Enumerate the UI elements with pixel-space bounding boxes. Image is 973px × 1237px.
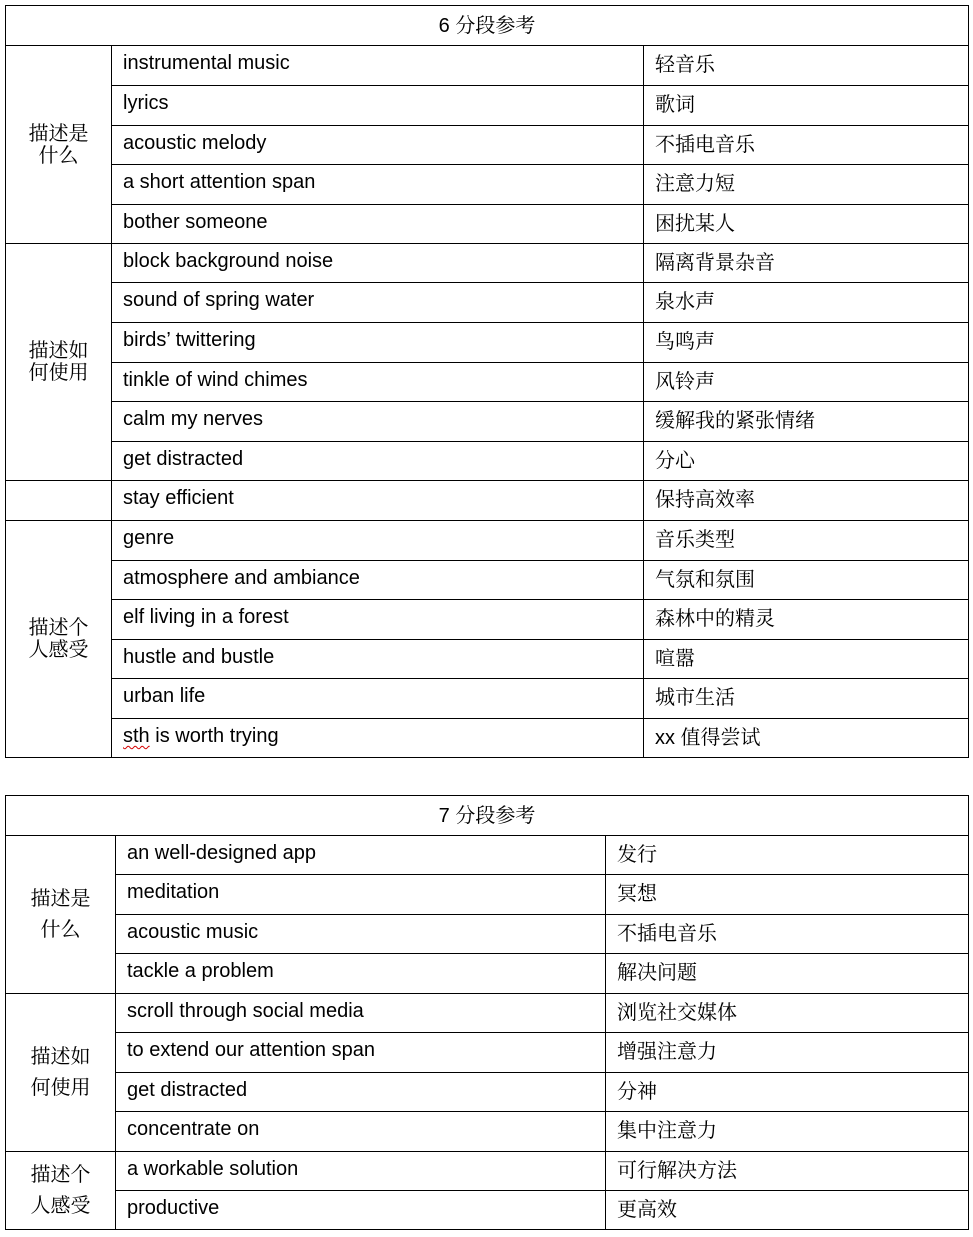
chinese-term: 歌词 [644, 86, 969, 126]
chinese-term: 鸟鸣声 [644, 323, 969, 363]
chinese-term: 集中注意力 [606, 1112, 969, 1152]
group-label-feeling: 描述个人感受 [6, 1152, 116, 1230]
table-row [6, 1191, 969, 1230]
chinese-term: 城市生活 [644, 679, 969, 719]
chinese-term: 冥想 [606, 875, 969, 915]
english-term: productive [116, 1191, 606, 1230]
table-title-row [6, 796, 969, 836]
table-row [6, 836, 969, 875]
english-term: atmosphere and ambiance [112, 561, 644, 600]
chinese-term: 发行 [606, 836, 969, 875]
chinese-term: 不插电音乐 [606, 915, 969, 954]
group-label-how: 描述如何使用 [6, 994, 116, 1152]
table-row [6, 719, 969, 758]
chinese-term: 更高效 [606, 1191, 969, 1230]
group-label-what: 描述是什么 [6, 836, 116, 994]
table-row [6, 679, 969, 719]
english-term: get distracted [112, 442, 644, 481]
english-term: to extend our attention span [116, 1033, 606, 1073]
english-term: stay efficient [112, 481, 644, 521]
table-row [6, 165, 969, 205]
english-term: get distracted [116, 1073, 606, 1112]
vocab-table-section-7 [5, 795, 969, 1230]
vocab-table-section-6 [5, 5, 969, 758]
english-term: concentrate on [116, 1112, 606, 1152]
chinese-term: 浏览社交媒体 [606, 994, 969, 1033]
chinese-term: 气氛和氛围 [644, 561, 969, 600]
english-term: acoustic melody [112, 126, 644, 165]
english-term: urban life [112, 679, 644, 719]
table-row [6, 1152, 969, 1191]
chinese-term: 分心 [644, 442, 969, 481]
table-row [6, 875, 969, 915]
table-row [6, 1033, 969, 1073]
table-row [6, 1073, 969, 1112]
english-term: meditation [116, 875, 606, 915]
table-row [6, 86, 969, 126]
table-row [6, 244, 969, 283]
table-row [6, 126, 969, 165]
table-row [6, 481, 969, 521]
table-row [6, 46, 969, 86]
chinese-term: 隔离背景杂音 [644, 244, 969, 283]
english-term: hustle and bustle [112, 640, 644, 679]
group-label-empty [6, 481, 112, 521]
english-term: a short attention span [112, 165, 644, 205]
table-row [6, 994, 969, 1033]
table-row [6, 915, 969, 954]
english-term: scroll through social media [116, 994, 606, 1033]
english-term: block background noise [112, 244, 644, 283]
english-term: is worth trying [149, 725, 279, 747]
group-label-how: 描述如何使用 [6, 244, 112, 481]
english-term: a workable solution [116, 1152, 606, 1191]
table-row [6, 1112, 969, 1152]
table-row [6, 521, 969, 561]
chinese-term: 森林中的精灵 [644, 600, 969, 640]
table-row [6, 402, 969, 442]
chinese-term: 泉水声 [644, 283, 969, 323]
table-row [6, 954, 969, 994]
table-row [6, 205, 969, 244]
english-term: bother someone [112, 205, 644, 244]
chinese-term: 音乐类型 [644, 521, 969, 561]
table-title-row [6, 6, 969, 46]
table-row [6, 442, 969, 481]
english-term: instrumental music [112, 46, 644, 86]
english-term: genre [112, 521, 644, 561]
english-term-cell [112, 719, 644, 758]
spellcheck-word: sth [123, 725, 150, 747]
table-row [6, 600, 969, 640]
chinese-term: 解决问题 [606, 954, 969, 994]
chinese-term: 可行解决方法 [606, 1152, 969, 1191]
chinese-term: 增强注意力 [606, 1033, 969, 1073]
chinese-term: 风铃声 [644, 363, 969, 402]
english-term: acoustic music [116, 915, 606, 954]
table-row [6, 363, 969, 402]
chinese-term: 不插电音乐 [644, 126, 969, 165]
english-term: lyrics [112, 86, 644, 126]
chinese-term: xx 值得尝试 [644, 719, 969, 758]
english-term: tackle a problem [116, 954, 606, 994]
chinese-term: 喧嚣 [644, 640, 969, 679]
english-term: birds’ twittering [112, 323, 644, 363]
english-term: sound of spring water [112, 283, 644, 323]
english-term: calm my nerves [112, 402, 644, 442]
chinese-term: 困扰某人 [644, 205, 969, 244]
english-term: an well-designed app [116, 836, 606, 875]
chinese-term: 分神 [606, 1073, 969, 1112]
group-label-what: 描述是什么 [6, 46, 112, 244]
english-term: elf living in a forest [112, 600, 644, 640]
chinese-term: 轻音乐 [644, 46, 969, 86]
table-row [6, 561, 969, 600]
chinese-term: 缓解我的紧张情绪 [644, 402, 969, 442]
table-row [6, 283, 969, 323]
english-term: tinkle of wind chimes [112, 363, 644, 402]
chinese-term: 注意力短 [644, 165, 969, 205]
chinese-term: 保持高效率 [644, 481, 969, 521]
table-title: 6 分段参考 [6, 6, 969, 46]
table-row [6, 640, 969, 679]
table-row [6, 323, 969, 363]
table-title: 7 分段参考 [6, 796, 969, 836]
group-label-feeling: 描述个人感受 [6, 521, 112, 758]
